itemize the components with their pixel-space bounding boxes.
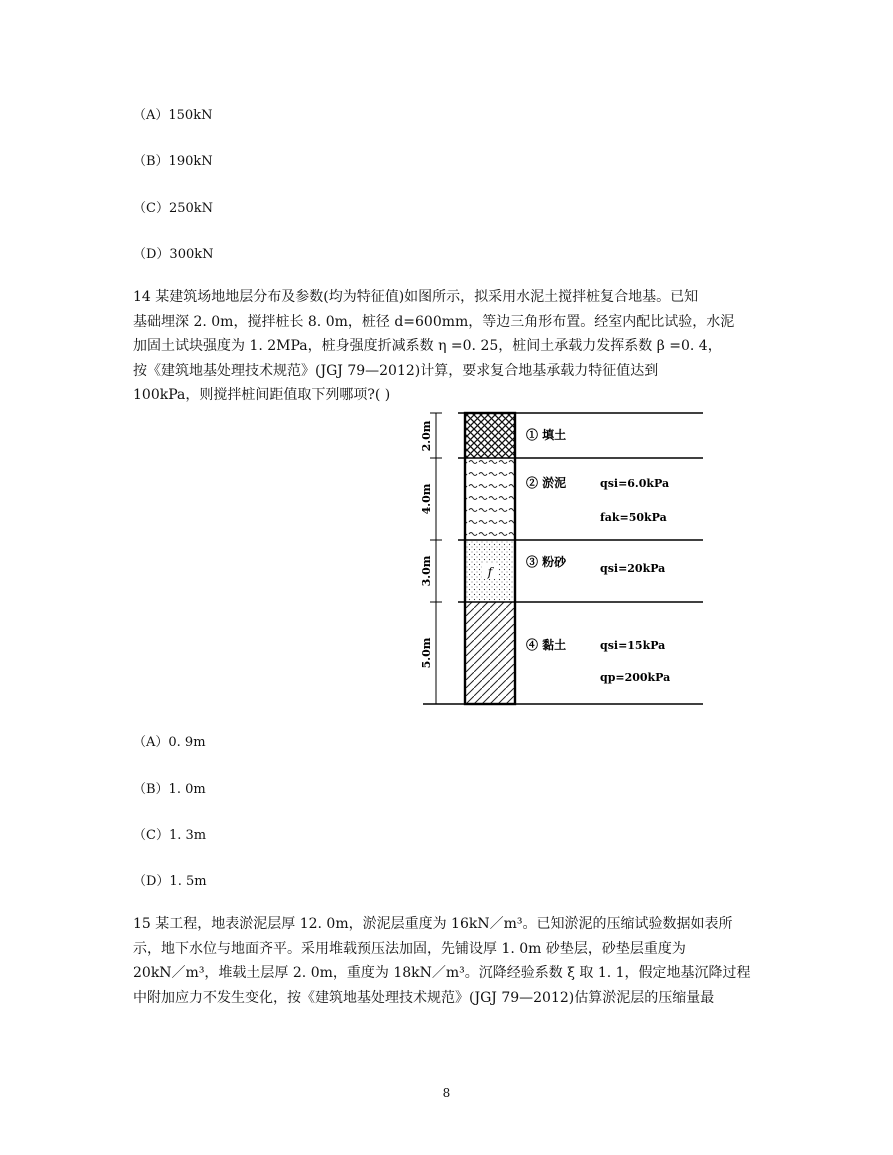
q14-question — [133, 285, 763, 408]
q14-option-c: （C）1. 3m — [133, 828, 207, 843]
q13-option-c: （C）250kN — [133, 201, 214, 216]
layer-3-name: ③ 粉砂 — [526, 555, 567, 569]
layer-4-param-qp: qp=200kPa — [600, 671, 671, 684]
q14-line: 100kPa，则搅拌桩间距值取下列哪项?( ) — [133, 387, 391, 403]
q14-option-b: （B）1. 0m — [133, 782, 206, 797]
soil-profile-figure — [418, 408, 708, 708]
q14-line: 按《建筑地基处理技术规范》(JGJ 79—2012)计算，要求复合地基承载力特征值达到 — [133, 362, 659, 379]
layer-1-fill — [465, 413, 515, 458]
layer-4-thickness: 5.0m — [420, 637, 433, 669]
q13-option-d: （D）300kN — [133, 247, 214, 262]
q14-line: 14 某建筑场地地层分布及参数(均为特征值)如图所示，拟采用水泥土搅拌桩复合地基。已知 — [133, 289, 699, 305]
layer-3-thickness: 3.0m — [420, 555, 433, 587]
q14-line: 加固土试块强度为 1. 2MPa，桩身强度折减系数 η =0. 25，桩间土承载力发挥系数 β =0. 4， — [133, 338, 722, 354]
layer-1-thickness: 2.0m — [420, 420, 433, 452]
layer-4-name: ④ 黏土 — [526, 638, 567, 652]
q15-line: 中附加应力不发生变化，按《建筑地基处理技术规范》(JGJ 79—2012)估算淤泥层的压缩量最 — [133, 989, 715, 1006]
pile-symbol: f — [487, 565, 493, 579]
q13-option-b: （B）190kN — [133, 154, 213, 169]
q15-line: 15 某工程，地表淤泥层厚 12. 0m，淤泥层重度为 16kN／m³。已知淤泥的压缩试验数据如表所 — [133, 916, 733, 932]
q13-option-a: （A）150kN — [133, 108, 213, 123]
layer-2-param-qsi: qsi=6.0kPa — [600, 477, 670, 490]
q14-line: 基础埋深 2. 0m，搅拌桩长 8. 0m，桩径 d=600mm，等边三角形布置。经室内配比试验，水泥 — [133, 313, 735, 330]
q15-line: 示，地下水位与地面齐平。采用堆载预压法加固，先铺设厚 1. 0m 砂垫层，砂垫层重度为 — [133, 940, 686, 957]
layer-2-param-fak: fak=50kPa — [600, 511, 667, 524]
q15-line: 20kN／m³，堆载土层厚 2. 0m，重度为 18kN／m³。沉降经验系数 ξ 取 1. 1，假定地基沉降过程 — [133, 965, 751, 981]
layer-4-param-qsi: qsi=15kPa — [600, 639, 666, 652]
layer-4-fill — [465, 602, 515, 704]
q14-option-d: （D）1. 5m — [133, 874, 207, 889]
page-number: 8 — [442, 1086, 451, 1100]
layer-2-fill — [465, 458, 515, 540]
layer-1-name: ① 填土 — [526, 428, 567, 442]
layer-3-param-qsi: qsi=20kPa — [600, 562, 666, 575]
layer-2-name: ② 淤泥 — [526, 476, 567, 490]
layer-2-thickness: 4.0m — [420, 483, 433, 515]
q15-question — [133, 912, 763, 1010]
q14-option-a: （A）0. 9m — [133, 735, 206, 750]
